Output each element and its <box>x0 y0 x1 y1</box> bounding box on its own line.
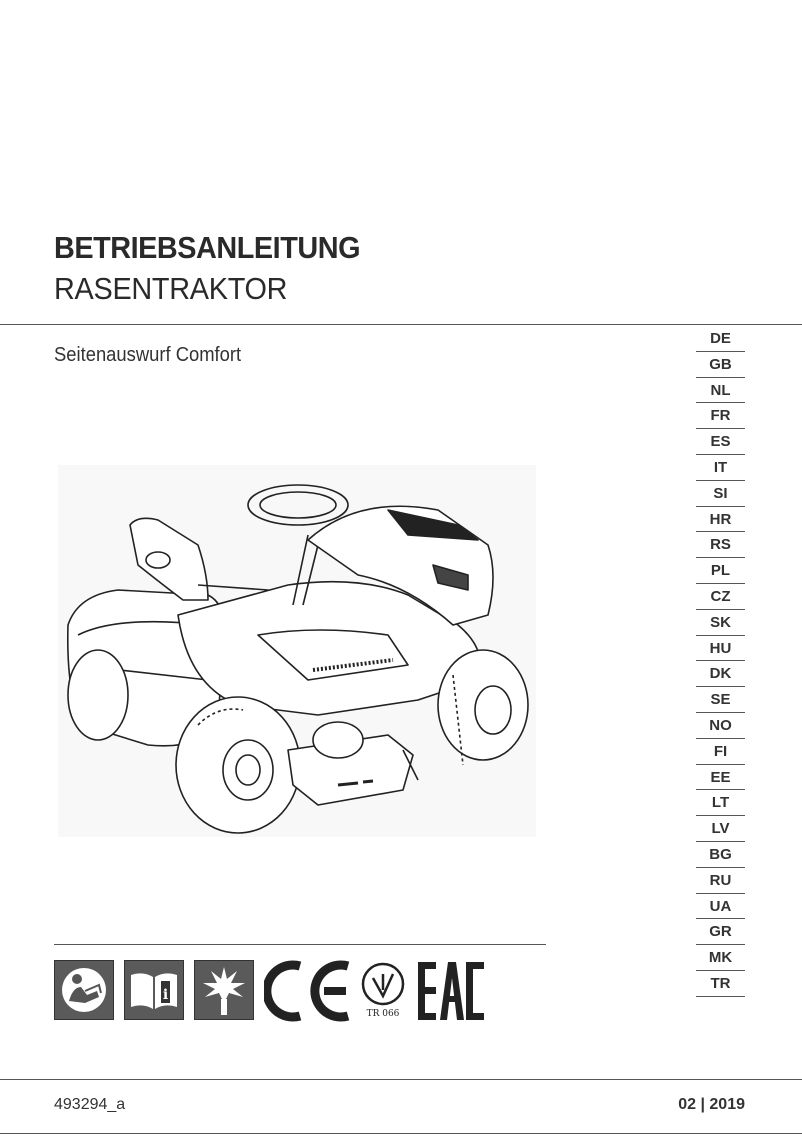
document-number: 493294_a <box>54 1096 126 1113</box>
language-code-tr: TR <box>696 971 745 997</box>
document-title: BETRIEBSANLEITUNG <box>54 230 361 265</box>
info-manual-icon <box>124 960 184 1020</box>
document-date: 02 | 2019 <box>678 1096 745 1113</box>
language-code-hu: HU <box>696 636 745 662</box>
language-code-it: IT <box>696 455 745 481</box>
svg-text:i: i <box>162 987 169 1003</box>
document-subtitle: RASENTRAKTOR <box>54 271 288 306</box>
language-code-sk: SK <box>696 610 745 636</box>
language-code-gr: GR <box>696 919 745 945</box>
language-code-ee: EE <box>696 765 745 791</box>
language-code-pl: PL <box>696 558 745 584</box>
top-divider <box>0 324 802 325</box>
language-code-bg: BG <box>696 842 745 868</box>
eac-mark-icon <box>416 960 486 1022</box>
lawn-tractor-illustration <box>58 465 536 837</box>
middle-divider <box>54 944 546 945</box>
language-code-dk: DK <box>696 661 745 687</box>
language-code-nl: NL <box>696 378 745 404</box>
tr-mark-icon <box>358 960 408 1022</box>
language-code-no: NO <box>696 713 745 739</box>
model-name: Seitenauswurf Comfort <box>54 344 242 366</box>
tr-code-label: TR 066 <box>366 1009 400 1019</box>
language-code-si: SI <box>696 481 745 507</box>
ce-mark-icon <box>264 960 354 1022</box>
bottom-divider <box>0 1133 802 1134</box>
language-code-se: SE <box>696 687 745 713</box>
certification-marks <box>54 960 484 1024</box>
language-list <box>696 326 745 997</box>
spark-warning-icon <box>194 960 254 1020</box>
language-code-gb: GB <box>696 352 745 378</box>
language-code-mk: MK <box>696 945 745 971</box>
language-code-fr: FR <box>696 403 745 429</box>
language-code-cz: CZ <box>696 584 745 610</box>
language-code-ru: RU <box>696 868 745 894</box>
footer-divider <box>0 1079 802 1080</box>
language-code-rs: RS <box>696 532 745 558</box>
read-manual-icon <box>54 960 114 1020</box>
language-code-hr: HR <box>696 507 745 533</box>
language-code-lv: LV <box>696 816 745 842</box>
language-code-es: ES <box>696 429 745 455</box>
language-code-fi: FI <box>696 739 745 765</box>
language-code-de: DE <box>696 326 745 352</box>
language-code-ua: UA <box>696 894 745 920</box>
language-code-lt: LT <box>696 790 745 816</box>
